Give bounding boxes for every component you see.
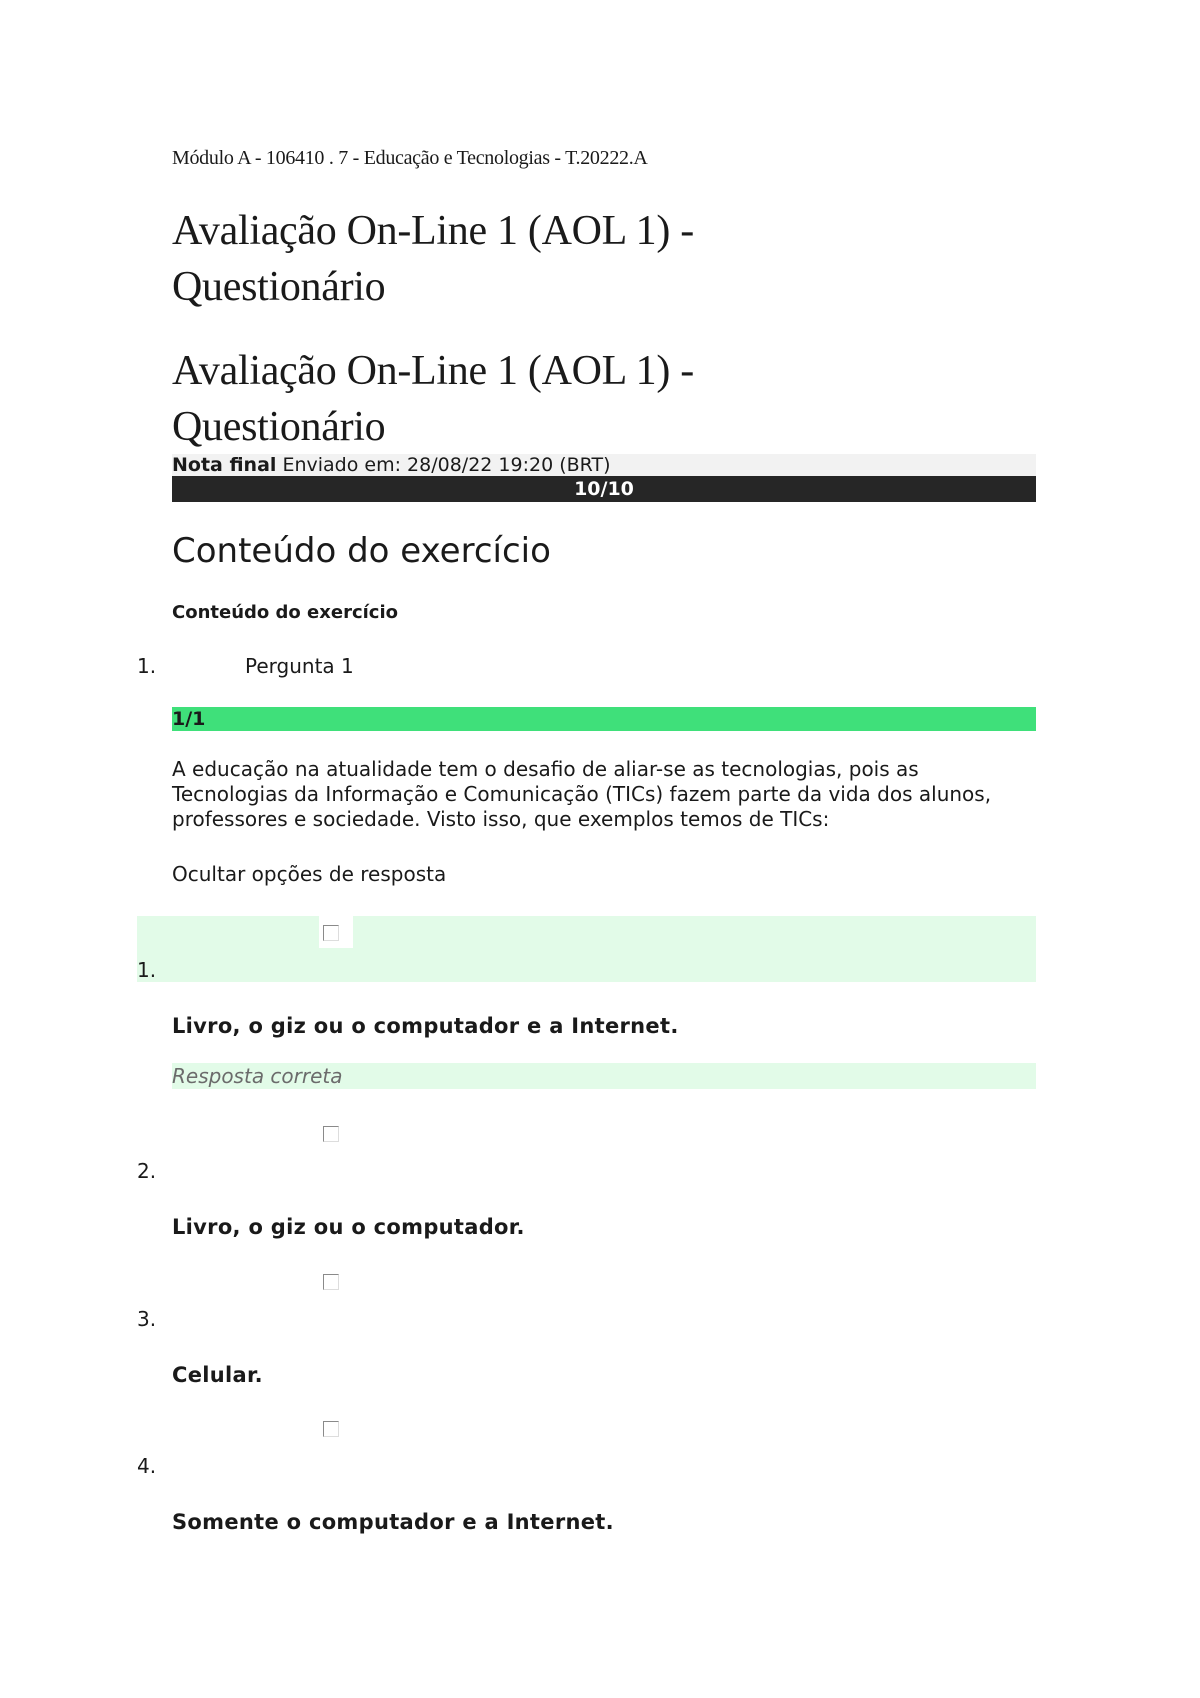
section-heading: Conteúdo do exercício [172,531,551,571]
option-4-text: Somente o computador e a Internet. [172,1510,614,1534]
option-2-checkbox[interactable] [323,1126,339,1142]
option-2-text: Livro, o giz ou o computador. [172,1215,525,1239]
question-number: 1. [137,654,157,678]
option-1-number: 1. [137,958,157,982]
final-grade-label: Nota final [172,454,277,476]
question-score-bar: 1/1 [172,707,1036,731]
submitted-date: Enviado em: 28/08/22 19:20 (BRT) [282,454,611,476]
option-4-checkbox[interactable] [323,1421,339,1437]
question-label: Pergunta 1 [245,654,354,678]
option-3-number: 3. [137,1307,157,1331]
page-title: Avaliação On-Line 1 (AOL 1) - Questionário [172,208,694,310]
option-1-text: Livro, o giz ou o computador e a Internet. [172,1014,679,1038]
section-subheading: Conteúdo do exercício [172,602,399,623]
final-grade-row [172,454,1036,476]
correct-answer-feedback: Resposta correta [172,1063,1036,1089]
option-3-text: Celular. [172,1363,263,1387]
option-1-checkbox[interactable] [323,925,339,941]
hide-answer-options-link[interactable]: Ocultar opções de resposta [172,862,447,886]
option-4-number: 4. [137,1454,157,1478]
total-score-bar: 10/10 [172,476,1036,502]
option-2-number: 2. [137,1159,157,1183]
question-text: A educação na atualidade tem o desafio de aliar-se as tecnologias, pois as Tecnologias da Informação e Comunicação (TICs) fazem parte da vida dos alunos, professores e sociedade. Visto isso, que exemplos temos de TICs: [172,757,992,831]
breadcrumb: Módulo A - 106410 . 7 - Educação e Tecnologias - T.20222.A [172,147,648,169]
option-3-checkbox[interactable] [323,1274,339,1290]
assessment-title: Avaliação On-Line 1 (AOL 1) - Questionário [172,348,694,450]
correct-option-highlight [137,916,1036,982]
